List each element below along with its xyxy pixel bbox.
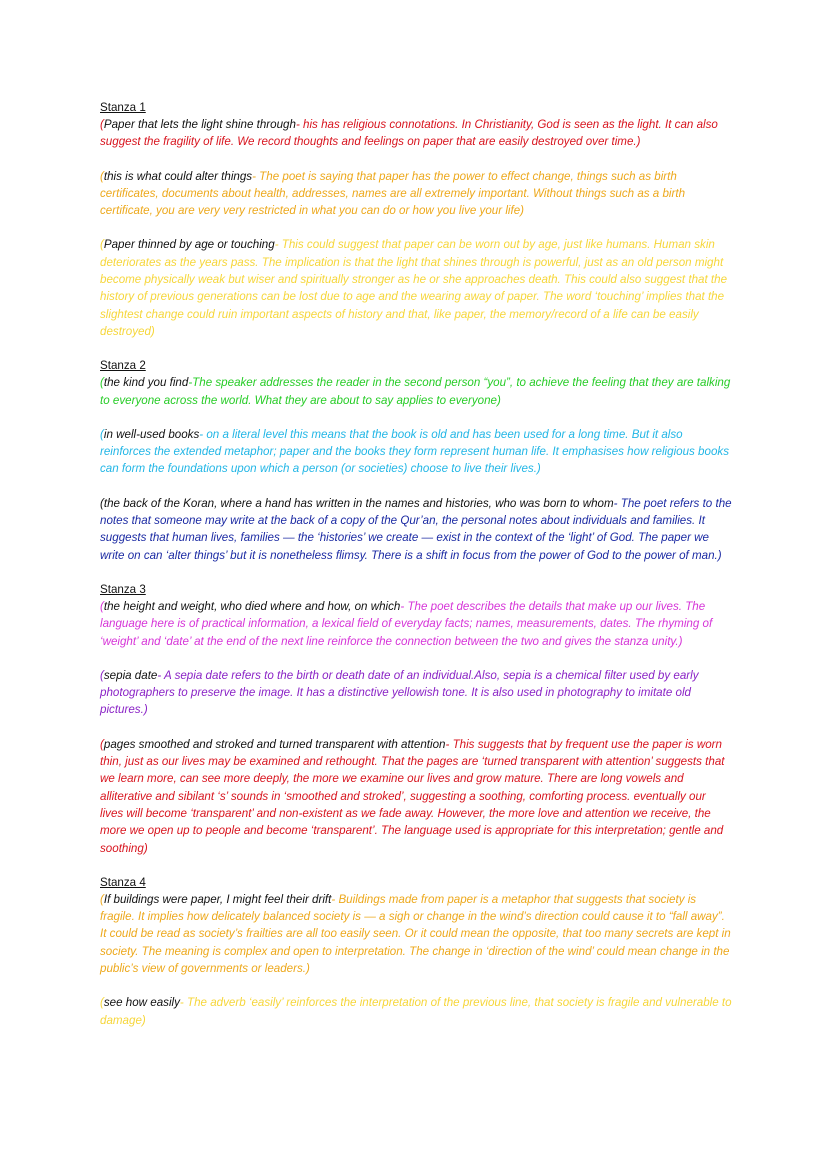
annotation-paragraph [100,495,732,564]
stanza-heading: Stanza 1 [100,101,146,114]
open-paren: ( [100,737,104,751]
poem-quote: this is what could alter things [103,169,253,183]
poem-quote: pages smoothed and stroked and turned transparent with attention [103,737,446,751]
poem-quote: Paper thinned by age or touching [103,238,275,252]
poem-quote: Paper that lets the light shine through [103,118,296,131]
open-paren: ( [100,496,104,510]
annotation-note: - his has religious connotations. In Christianity, God is seen as the light. It can also suggest the fragility of life. We record thoughts and feelings on paper that are easily destroyed over time.) [100,118,718,149]
poem-quote: sepia date [103,668,158,682]
poem-quote: in well-used books [103,427,200,441]
annotation-paragraph [100,426,732,478]
annotation-paragraph [100,736,732,857]
annotation-note: - A sepia date refers to the birth or death date of an individual.Also, sepia is a chemical filter used by early photographers to preserve the image. It has a distinctive yellowish tone. It is also used in photography to imitate old pictures.) [100,668,699,717]
open-paren: ( [100,169,104,183]
poem-quote: the kind you find [103,376,189,390]
open-paren: ( [100,668,104,682]
annotation-paragraph [100,994,732,1029]
poem-quote: see how easily [103,996,180,1010]
poem-quote: the height and weight, who died where and how, on which [103,599,401,613]
annotation-note: -The speaker addresses the reader in the second person “you”, to achieve the feeling that they are talking to everyone across the world. What they are about to say applies to everyone) [100,376,731,407]
annotation-paragraph [100,598,732,650]
poem-quote: the back of the Koran, where a hand has written in the names and histories, who was born to whom [103,496,614,510]
document-body [100,99,732,1029]
open-paren: ( [100,238,104,252]
stanza-heading: Stanza 4 [100,875,146,889]
annotation-note: - The poet describes the details that make up our lives. The language here is of practical information, a lexical field of everyday facts; names, measurements, dates. The rhyming of ‘weight’ and ‘date’ at the end of the next line reinforce the connection between the two and gives the stanza unity.) [100,599,713,648]
annotation-note: - The poet refers to the notes that someone may write at the back of a copy of the Qur’an, the personal notes about individuals and families. It suggests that human lives, families — the ‘histories’ we create — exist in the context of the ‘light’ of God. The paper we write on can ‘alter things’ but it is nonetheless flimsy. There is a shift in focus from the power of God to the power of man.) [100,496,732,562]
annotation-paragraph [100,374,732,409]
annotation-paragraph [100,236,732,340]
stanza-heading: Stanza 3 [100,582,146,596]
annotation-note: - This suggests that by frequent use the paper is worn thin, just as our lives may be examined and rethought. That the pages are ‘turned transparent with attention’ suggests that we learn more, can see more deeply, the more we examine our lives and grow mature. There are long vowels and alliterative and sibilant ‘s’ sounds in ‘smoothed and stroked’, suggesting a soothing, comforting process. eventually our lives will become ‘transparent’ and non-existent as we fade away. However, the more love and attention we receive, the more we open up to people and become ‘transparent’. The language used is appropriate for this interpretation; gentle and soothing) [100,737,725,855]
annotation-note: - This could suggest that paper can be worn out by age, just like humans. Human skin deteriorates as the years pass. The implication is that the light that shines through is powerful, just as an old person might become physically weak but wiser and spiritually stronger as he or she approaches death. This could also suggest that the history of previous generations can be lost due to age and the wearing away of paper. The word ‘touching’ implies that the slightest change could ruin important aspects of history and that, like paper, the memory/record of a life can be easily destroyed) [100,238,728,338]
open-paren: ( [100,599,104,613]
open-paren: ( [100,996,104,1010]
annotation-note: - The poet is saying that paper has the power to effect change, things such as birth certificates, documents about health, addresses, names are all extremely important. Without things such as a birth certificate, you are very very restricted in what you can do or how you live your life) [100,169,686,218]
annotation-paragraph [100,168,732,220]
annotation-note: - on a literal level this means that the book is old and has been used for a long time. But it also reinforces the extended metaphor; paper and the books they form represent human life. It emphasises how religious books can form the foundations upon which a person (or societies) choose to live their lives.) [100,427,729,476]
annotation-paragraph [100,116,732,151]
annotation-paragraph [100,891,732,977]
stanza-heading: Stanza 2 [100,359,146,373]
open-paren: ( [100,376,104,390]
annotation-note: - The adverb ‘easily’ reinforces the interpretation of the previous line, that society is fragile and vulnerable to damage) [100,996,732,1027]
annotation-note: - Buildings made from paper is a metaphor that suggests that society is fragile. It implies how delicately balanced society is — a sigh or change in the wind’s direction could cause it to “fall away”. It could be read as society’s frailties are all too easily seen. Or it could mean the opposite, that too many secrets are kept in society. The meaning is complex and open to interpretation. The change in ‘direction of the wind’ could mean change in the public’s view of governments or leaders.) [100,892,731,975]
poem-quote: If buildings were paper, I might feel their drift [103,892,332,906]
open-paren: ( [100,892,104,906]
open-paren: ( [100,118,104,131]
open-paren: ( [100,427,104,441]
annotation-paragraph [100,667,732,719]
